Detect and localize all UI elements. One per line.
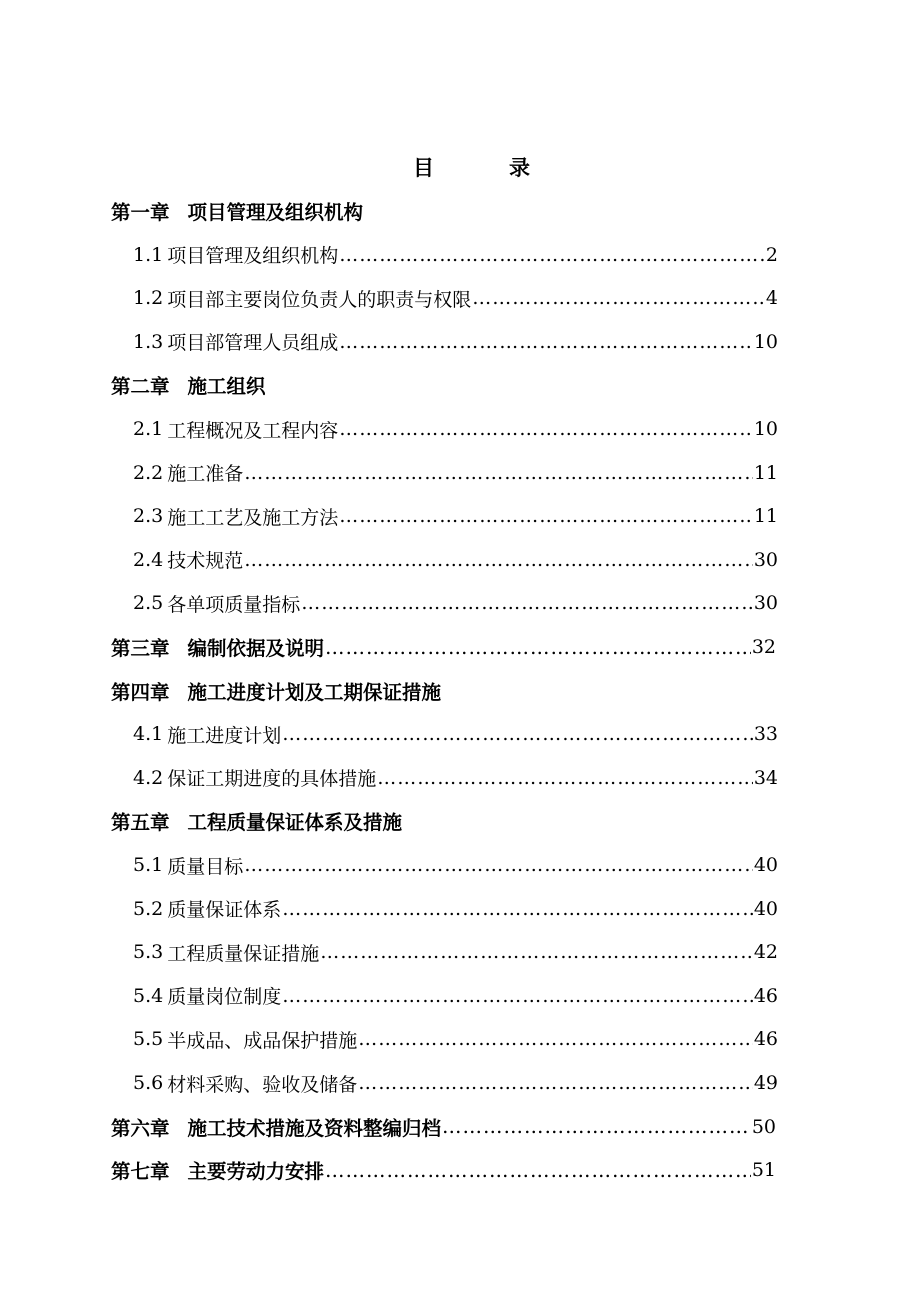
toc-chapter-entry[interactable] bbox=[111, 806, 402, 836]
dot-leader bbox=[301, 592, 753, 614]
toc-chapter-entry[interactable] bbox=[111, 370, 266, 400]
toc-entry-title: 编制依据及说明 bbox=[187, 637, 325, 660]
toc-title-right: 录 bbox=[509, 155, 530, 180]
toc-page-number: 30 bbox=[753, 592, 778, 615]
toc-entry-title: 质量岗位制度 bbox=[167, 986, 282, 1009]
toc-page-number: 33 bbox=[753, 723, 778, 746]
toc-entry-number: 5.3 bbox=[133, 941, 164, 964]
toc-section-entry[interactable] bbox=[133, 240, 778, 270]
toc-page-number: 11 bbox=[753, 461, 778, 484]
toc-chapter-entry[interactable] bbox=[111, 632, 776, 662]
toc-section-entry[interactable] bbox=[133, 501, 778, 531]
toc-page-number: 2 bbox=[765, 243, 778, 266]
toc-section-entry[interactable] bbox=[133, 850, 778, 880]
toc-entry-title: 质量保证体系 bbox=[167, 899, 282, 922]
dot-leader bbox=[244, 549, 753, 571]
dot-leader bbox=[472, 287, 765, 309]
dot-leader bbox=[244, 854, 753, 876]
toc-entry-title: 施工进度计划 bbox=[167, 724, 282, 747]
toc-entry-number: 4.2 bbox=[133, 766, 164, 789]
toc-entry-number: 5.4 bbox=[133, 984, 164, 1007]
toc-entry-number: 5.5 bbox=[133, 1028, 164, 1051]
toc-entry-number: 5.6 bbox=[133, 1072, 164, 1094]
toc-entry-title: 施工技术措施及资料整编归档 bbox=[187, 1116, 442, 1140]
toc-section-entry[interactable] bbox=[133, 1068, 778, 1098]
toc-section-entry[interactable] bbox=[133, 719, 778, 749]
toc-page-number: 11 bbox=[753, 505, 778, 528]
toc-entry-number: 5.2 bbox=[133, 897, 164, 920]
toc-entry-title: 工程质量保证体系及措施 bbox=[187, 811, 403, 835]
toc-entry-number: 第七章 bbox=[111, 1160, 170, 1184]
toc-section-entry[interactable] bbox=[133, 981, 778, 1011]
toc-page-number: 51 bbox=[751, 1159, 776, 1182]
toc-entry-number: 第三章 bbox=[111, 637, 170, 660]
toc-entry-title: 工程质量保证措施 bbox=[167, 942, 320, 965]
toc-entry-title: 项目管理及组织机构 bbox=[187, 201, 364, 224]
toc-section-entry[interactable] bbox=[133, 545, 778, 575]
toc-page-number: 4 bbox=[765, 287, 778, 310]
toc-entry-title: 技术规范 bbox=[167, 550, 244, 573]
toc-entry-number: 第一章 bbox=[111, 201, 170, 224]
toc-entry-number: 第五章 bbox=[111, 811, 170, 835]
toc-entry-number: 2.2 bbox=[133, 461, 164, 484]
toc-page-number: 40 bbox=[753, 854, 778, 876]
toc-entry-number: 1.2 bbox=[133, 287, 164, 310]
toc-entry-number: 2.4 bbox=[133, 548, 164, 571]
toc-chapter-entry[interactable] bbox=[111, 196, 363, 226]
toc-entry-title: 施工工艺及施工方法 bbox=[167, 506, 339, 529]
dot-leader bbox=[358, 1028, 753, 1050]
dot-leader bbox=[282, 723, 753, 745]
toc-chapter-entry[interactable] bbox=[111, 1155, 776, 1185]
dot-leader bbox=[339, 331, 753, 353]
toc-entry-title: 施工进度计划及工期保证措施 bbox=[187, 680, 442, 704]
dot-leader bbox=[320, 941, 753, 963]
toc-entry-number: 2.3 bbox=[133, 505, 164, 528]
toc-entry-title: 主要劳动力安排 bbox=[187, 1160, 325, 1184]
toc-page-number: 49 bbox=[753, 1072, 778, 1094]
toc-page-number: 32 bbox=[751, 636, 776, 658]
toc-entry-title: 质量目标 bbox=[167, 855, 244, 878]
toc-entry-number: 5.1 bbox=[133, 854, 164, 876]
toc-entry-number: 2.1 bbox=[133, 418, 164, 440]
dot-leader bbox=[377, 767, 753, 789]
toc-page-number: 40 bbox=[753, 897, 778, 920]
toc-page-number: 10 bbox=[753, 418, 778, 440]
toc-entry-number: 1.3 bbox=[133, 330, 164, 353]
dot-leader bbox=[339, 244, 765, 266]
toc-entry-title: 保证工期进度的具体措施 bbox=[167, 768, 377, 791]
dot-leader bbox=[282, 898, 753, 920]
toc-entry-number: 第二章 bbox=[111, 375, 170, 399]
toc-entry-title: 材料采购、验收及储备 bbox=[167, 1073, 358, 1096]
toc-entry-number: 2.5 bbox=[133, 592, 164, 615]
toc-section-entry[interactable] bbox=[133, 283, 778, 313]
toc-page-number: 46 bbox=[753, 984, 778, 1007]
toc-title-left: 目 bbox=[413, 155, 434, 180]
toc-section-entry[interactable] bbox=[133, 894, 778, 924]
toc-page-number: 30 bbox=[753, 548, 778, 571]
dot-leader bbox=[244, 462, 753, 484]
dot-leader bbox=[325, 636, 751, 659]
toc-entry-title: 半成品、成品保护措施 bbox=[167, 1029, 358, 1052]
dot-leader bbox=[358, 1072, 753, 1094]
toc-page-number: 34 bbox=[753, 766, 778, 789]
toc-entry-number: 第六章 bbox=[111, 1116, 170, 1140]
toc-page-number: 42 bbox=[753, 941, 778, 964]
toc-page-number: 10 bbox=[753, 330, 778, 353]
toc-entry-title: 项目管理及组织机构 bbox=[167, 245, 339, 268]
toc-section-entry[interactable] bbox=[133, 763, 778, 793]
toc-entry-number: 4.1 bbox=[133, 723, 164, 746]
toc-entry-number: 1.1 bbox=[133, 243, 164, 266]
toc-page-number: 50 bbox=[751, 1115, 776, 1138]
toc-entry-title: 项目部管理人员组成 bbox=[167, 332, 339, 355]
toc-entry-title: 各单项质量指标 bbox=[167, 593, 301, 616]
toc-chapter-entry[interactable] bbox=[111, 1112, 776, 1142]
dot-leader bbox=[282, 985, 753, 1007]
dot-leader bbox=[442, 1115, 751, 1138]
dot-leader bbox=[325, 1159, 751, 1182]
toc-section-entry[interactable] bbox=[133, 414, 778, 444]
toc-section-entry[interactable] bbox=[133, 458, 778, 488]
toc-entry-title: 项目部主要岗位负责人的职责与权限 bbox=[167, 288, 472, 311]
toc-entry-title: 工程概况及工程内容 bbox=[167, 419, 339, 442]
toc-section-entry[interactable] bbox=[133, 937, 778, 967]
toc-section-entry[interactable] bbox=[133, 1024, 778, 1054]
dot-leader bbox=[339, 418, 753, 440]
dot-leader bbox=[339, 505, 753, 527]
toc-entry-number: 第四章 bbox=[111, 680, 170, 704]
toc-page-number: 46 bbox=[753, 1028, 778, 1051]
toc-section-entry[interactable] bbox=[133, 327, 778, 357]
toc-chapter-entry[interactable] bbox=[111, 676, 441, 706]
toc-section-entry[interactable] bbox=[133, 588, 778, 618]
toc-entry-title: 施工准备 bbox=[167, 463, 244, 486]
toc-entry-title: 施工组织 bbox=[187, 375, 266, 399]
toc-title bbox=[0, 152, 920, 182]
